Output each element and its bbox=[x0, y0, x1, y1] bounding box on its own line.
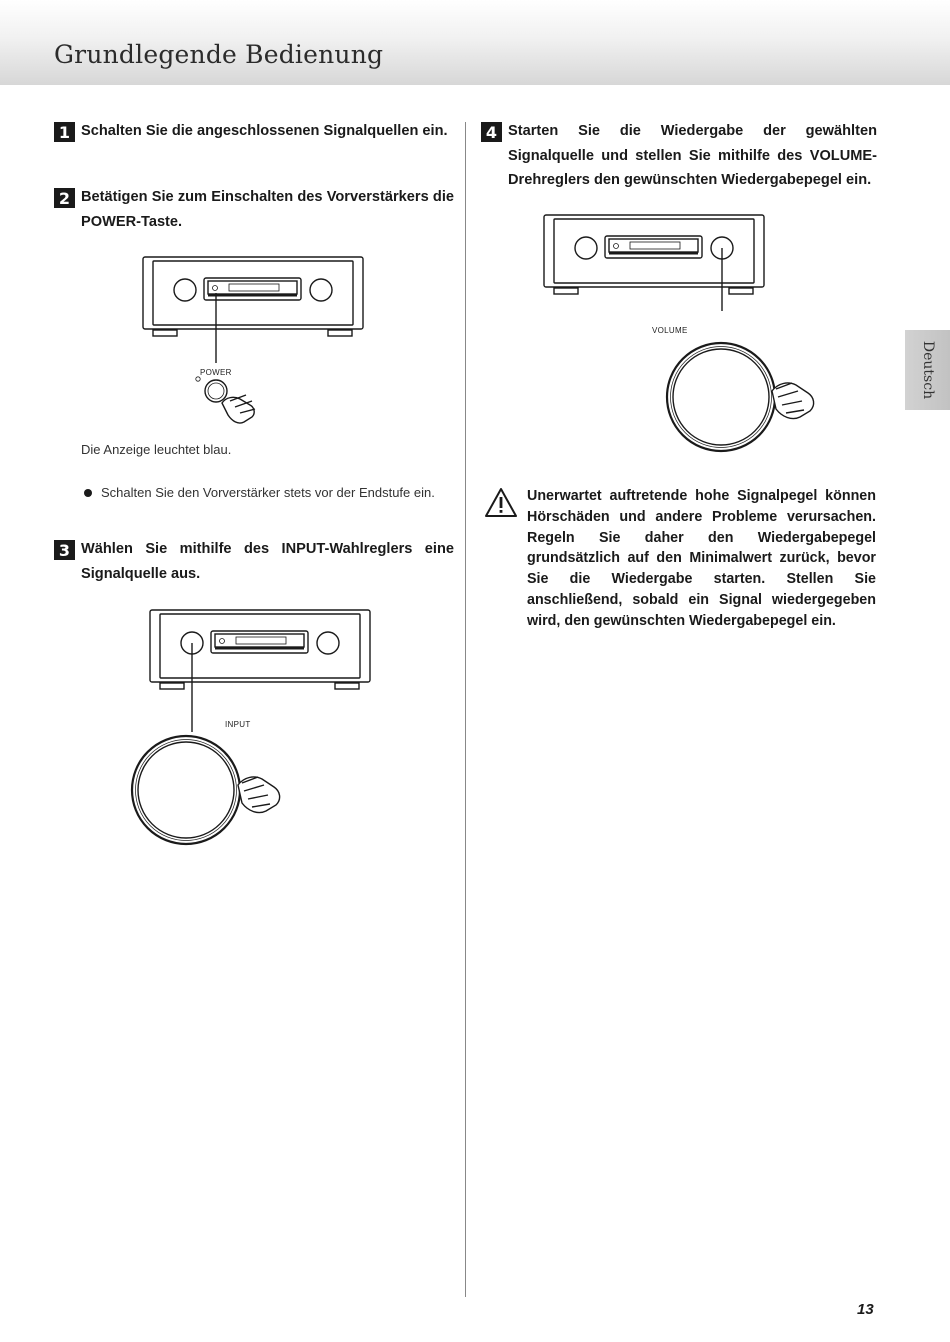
step-3 bbox=[54, 540, 454, 586]
step-2-bullet bbox=[84, 485, 435, 500]
step-number: 1 bbox=[54, 122, 75, 142]
bullet-icon bbox=[84, 489, 92, 497]
step-text: Betätigen Sie zum Einschalten des Vorverstärkers die POWER-Taste. bbox=[81, 189, 454, 230]
step-text: Starten Sie die Wiedergabe der gewählten Signalquelle und stellen Sie mithilfe des VOLUME-Drehreglers den gewünschten Wiedergabepegel ein. bbox=[508, 123, 877, 188]
step-number: 3 bbox=[54, 540, 75, 560]
step-2 bbox=[54, 188, 454, 234]
input-label: INPUT bbox=[225, 720, 251, 729]
device-volume-illustration bbox=[540, 213, 820, 458]
warning-triangle-icon bbox=[484, 487, 518, 519]
step-text: Schalten Sie die angeschlossenen Signalquellen ein. bbox=[81, 123, 448, 139]
bullet-text: Schalten Sie den Vorverstärker stets vor der Endstufe ein. bbox=[101, 485, 435, 500]
power-label: POWER bbox=[200, 368, 232, 377]
device-power-illustration bbox=[140, 255, 370, 435]
step-2-note: Die Anzeige leuchtet blau. bbox=[81, 442, 232, 457]
step-number: 4 bbox=[481, 122, 502, 142]
page-header bbox=[0, 0, 950, 85]
page-number: 13 bbox=[857, 1301, 874, 1318]
warning-text: Unerwartet auftretende hohe Signalpegel können Hörschäden und andere Probleme verursachen. Regeln Sie daher den Wiedergabepegel grundsätzlich auf den Minimalwert zurück, bevor Sie die Wiedergabe starten. Stellen Sie anschließend, sobald ein Signal wiedergegeben wird, den gewünschten Wiedergabepegel ein. bbox=[527, 488, 876, 629]
step-text: Wählen Sie mithilfe des INPUT-Wahlreglers eine Signalquelle aus. bbox=[81, 541, 454, 582]
volume-label: VOLUME bbox=[652, 326, 688, 335]
language-tab bbox=[905, 330, 950, 410]
step-number: 2 bbox=[54, 188, 75, 208]
page-title: Grundlegende Bedienung bbox=[54, 40, 384, 69]
step-4 bbox=[481, 122, 877, 193]
language-tab-label: Deutsch bbox=[919, 340, 936, 400]
column-divider bbox=[465, 122, 466, 1297]
step-1 bbox=[54, 122, 454, 144]
device-input-illustration bbox=[130, 607, 380, 857]
